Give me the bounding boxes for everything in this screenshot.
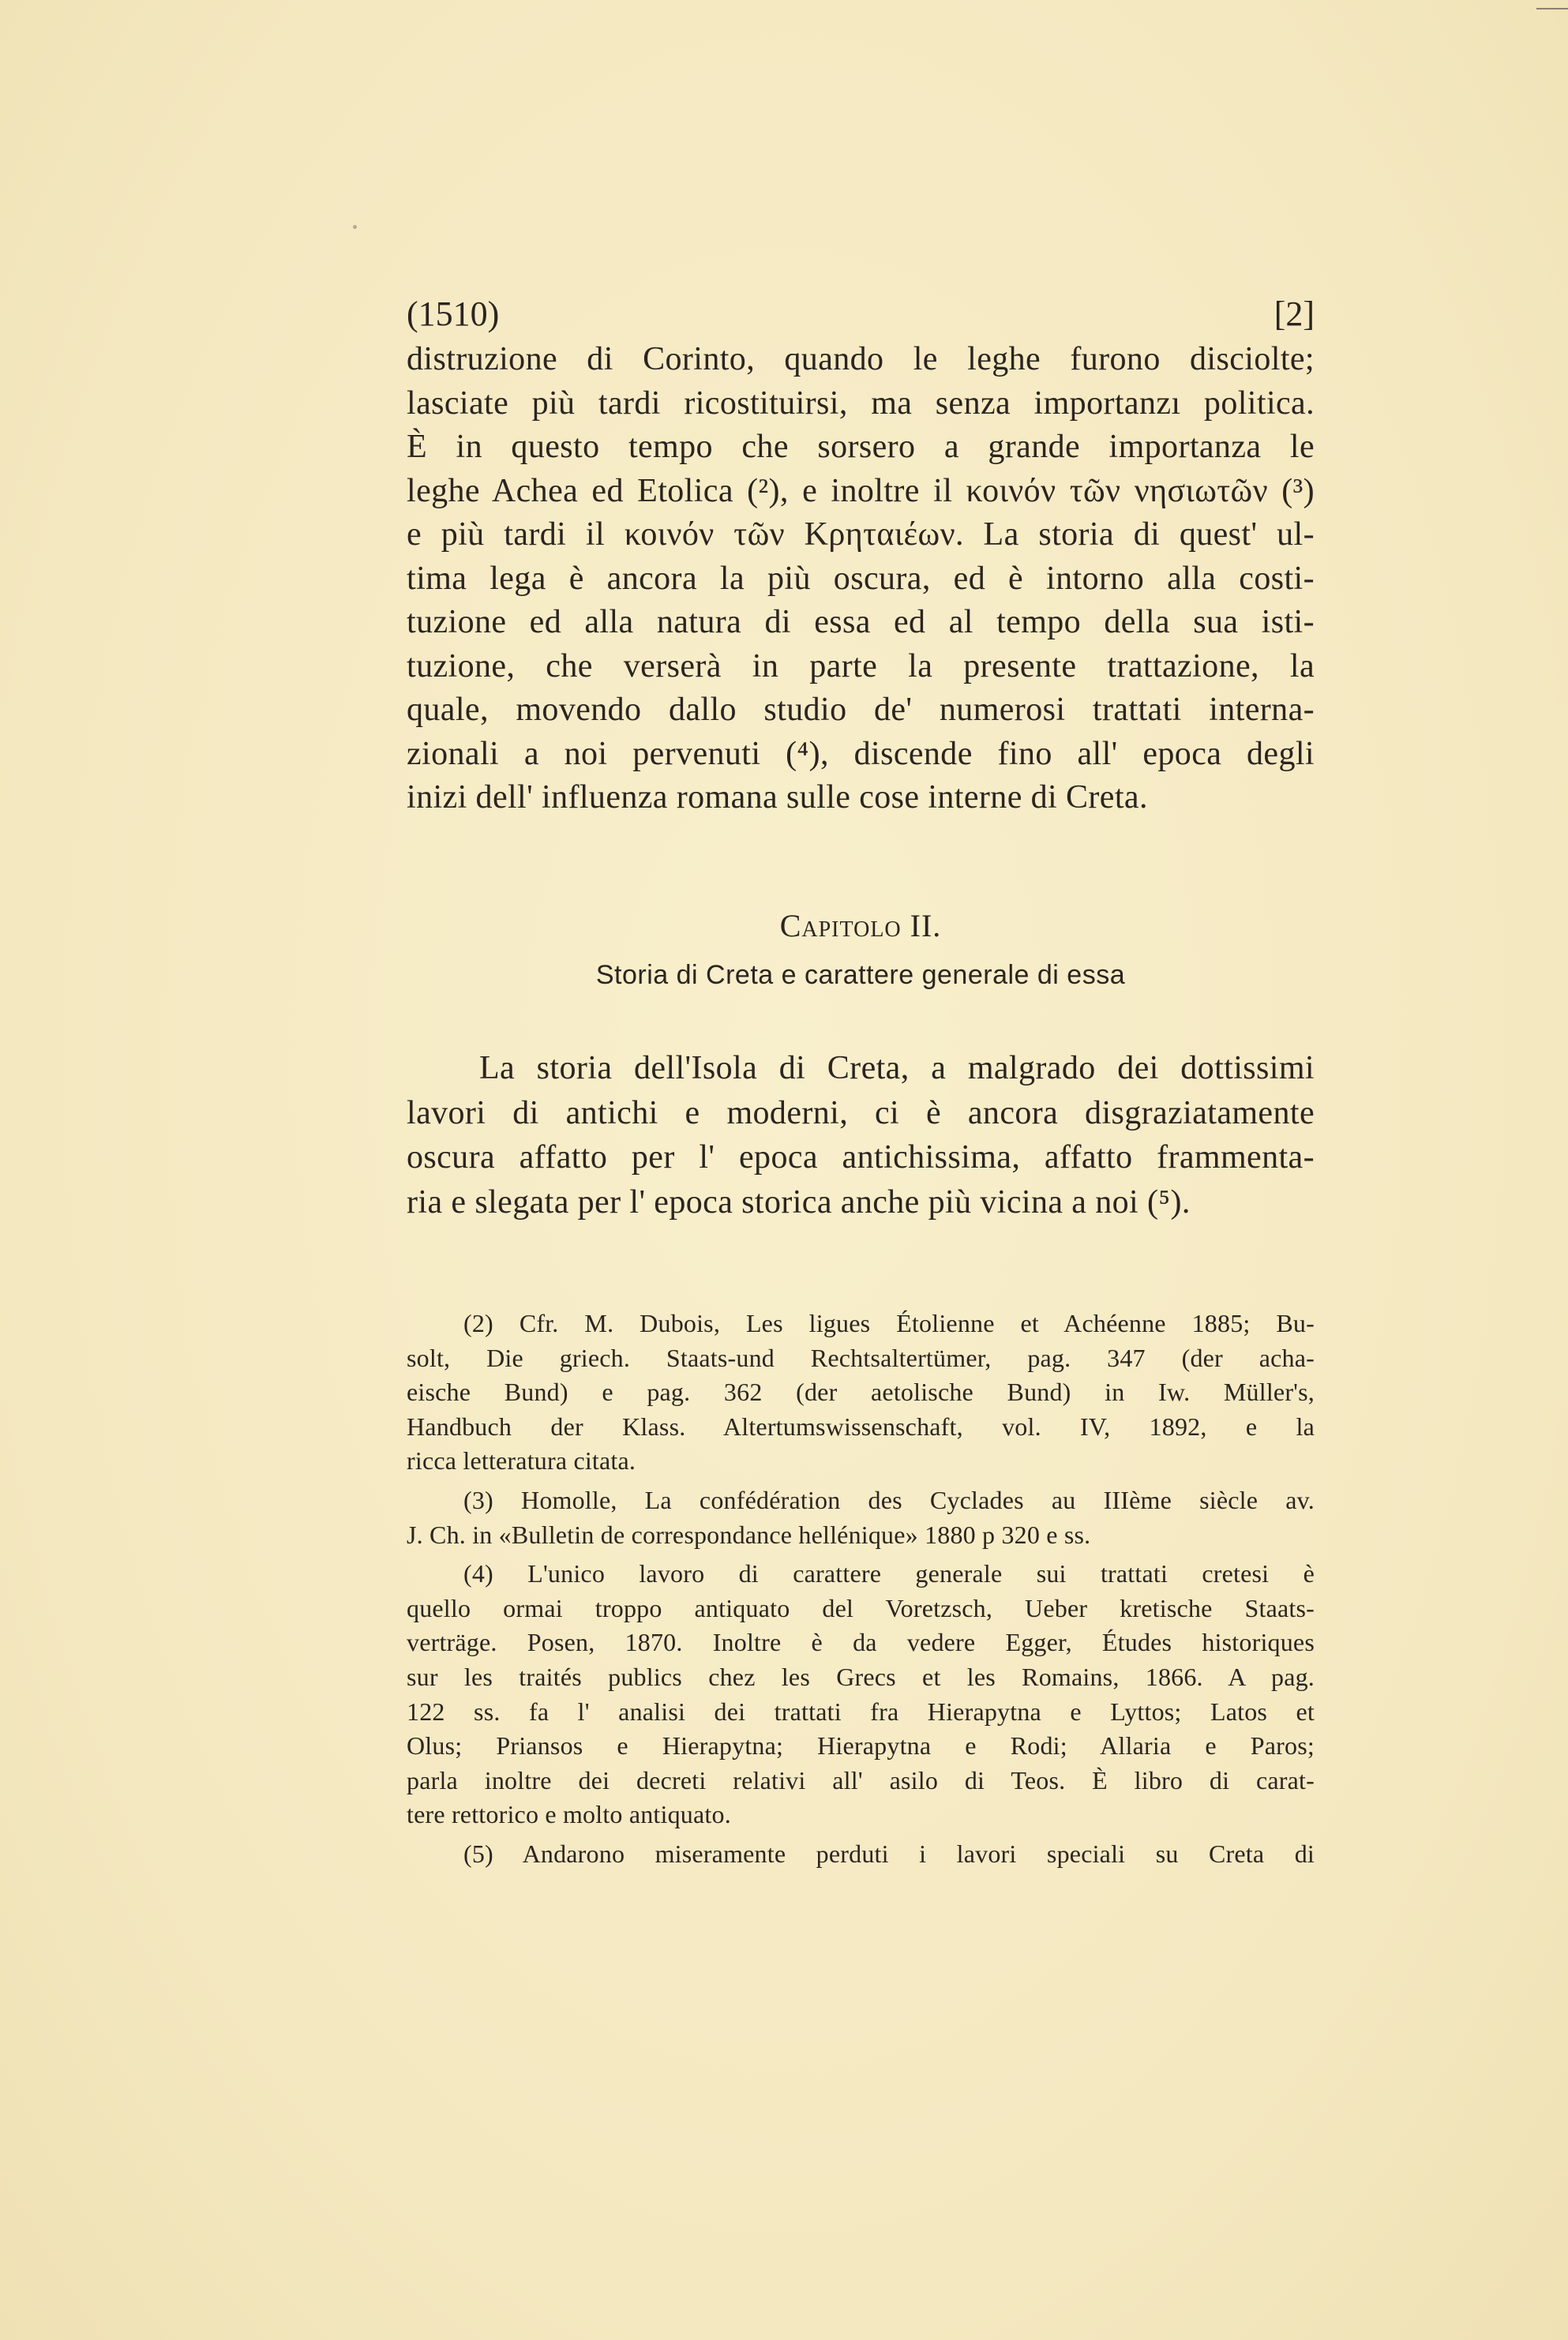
footnote-line: quello ormai troppo antiquato del Voretzsch, Ueber kretische Staats- [407,1593,1315,1622]
page-number-right: [2] [1274,294,1315,333]
footnote-line: (4) L'unico lavoro di carattere generale sui trattati cretesi è [463,1559,1315,1588]
footnote-line: J. Ch. in «Bulletin de correspondance hellénique» 1880 p 320 e ss. [407,1520,1091,1549]
footnote-line: tere rettorico e molto antiquato. [407,1800,731,1829]
chapter-subtitle: Storia di Creta e carattere generale di essa [595,960,1126,990]
text-line: inizi dell' influenza romana sulle cose interne di Creta. [407,779,1148,816]
text-line: È in questo tempo che sorsero a grande importanza le [407,429,1315,465]
chapter-title: Capitolo II. [779,908,942,943]
text-line: oscura affatto per l' epoca antichissima, affatto frammenta- [407,1139,1315,1176]
footnote-line: Handbuch der Klass. Altertumswissenschaft, vol. IV, 1892, e la [407,1412,1315,1441]
text-line: zionali a noi pervenuti (⁴), discende fino all' epoca degli [407,735,1315,772]
text-line: tuzione ed alla natura di essa ed al tempo della sua isti- [407,604,1315,640]
footnote-line: verträge. Posen, 1870. Inoltre è da vedere Egger, Études historiques [407,1628,1315,1657]
page-number-left: (1510) [407,294,500,333]
chapter-intro-paragraph [407,1046,1315,1224]
footnote-line: sur les traités publics chez les Grecs et les Romains, 1866. A pag. [407,1662,1315,1691]
text-line: La storia dell'Isola di Creta, a malgrado dei dottissimi [479,1050,1315,1086]
text-line: lasciate più tardi ricostituirsi, ma senza importanzı politica. [407,384,1315,422]
footnote-line: 122 ss. fa l' analisi dei trattati fra Hierapytna e Lyttos; Latos et [407,1697,1315,1726]
footnote-line: parla inoltre dei decreti relativi all' asilo di Teos. È libro di carat- [407,1765,1315,1794]
text-line: tuzione, che verserà in parte la presente trattazione, la [407,647,1315,684]
footnote-line: ricca letteratura citata. [407,1446,636,1476]
footnote-line: (2) Cfr. M. Dubois, Les ligues Étolienne et Achéenne 1885; Bu- [463,1309,1315,1337]
footnote-line: Olus; Priansos e Hierapytna; Hierapytna e Rodi; Allaria e Paros; [407,1731,1315,1761]
scan-edge-mark [1536,8,1568,9]
text-line: lavori di antichi e moderni, ci è ancora disgraziatamente [407,1094,1315,1131]
text-line: ria e slegata per l' epoca storica anche più vicina a noi (⁵). [407,1183,1191,1221]
text-line: e più tardi il κοινόν τῶν Κρηταιέων. La storia di quest' ul- [407,516,1315,553]
text-line: leghe Achea ed Etolica (²), e inoltre il κοινόν τῶν νησιωτῶν (³) [407,472,1315,509]
footnotes [407,1307,1315,1872]
paper-speck [353,225,357,229]
footnote-line: solt, Die griech. Staats-und Rechtsaltertümer, pag. 347 (der acha- [407,1343,1315,1372]
text-line: tima lega è ancora la più oscura, ed è intorno alla costi- [407,560,1315,597]
body-paragraph [407,338,1315,820]
footnote-line: (3) Homolle, La confédération des Cyclades au IIIème siècle av. [463,1485,1315,1514]
text-line: distruzione di Corinto, quando le leghe furono disciolte; [407,341,1315,377]
footnote-line: eische Bund) e pag. 362 (der aetolische Bund) in Iw. Müller's, [407,1378,1315,1407]
footnote-line: (5) Andarono miseramente perduti i lavori speciali su Creta di [463,1839,1315,1868]
page-header [407,291,1315,338]
text-line: quale, movendo dallo studio de' numerosi trattati interna- [407,692,1315,728]
